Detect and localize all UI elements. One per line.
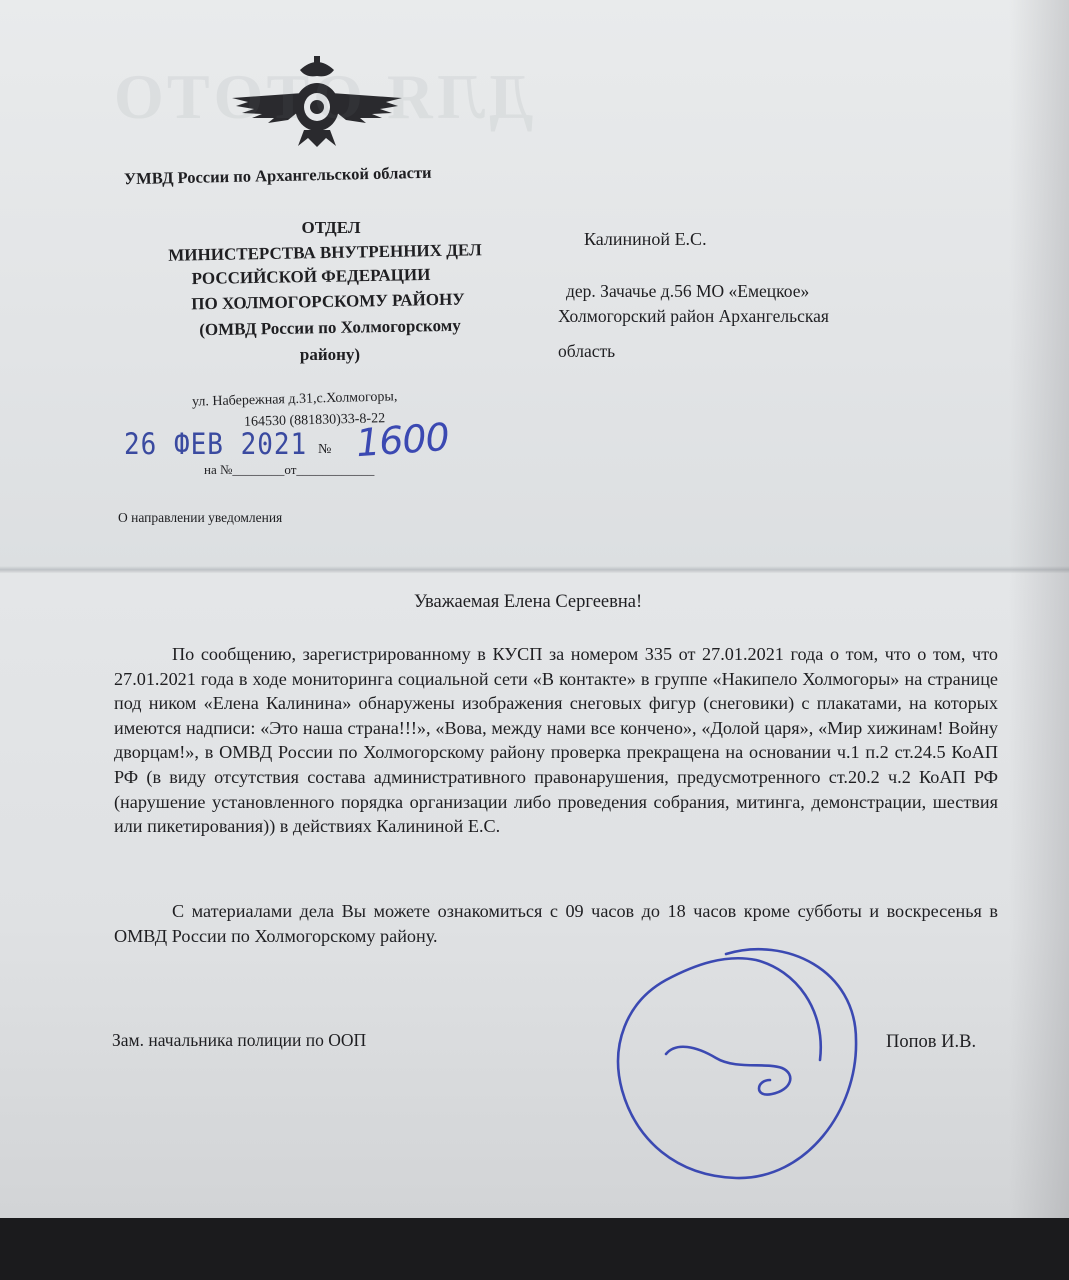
signatory-position: Зам. начальника полиции по ООП bbox=[112, 1030, 367, 1050]
recipient-address-line-3: область bbox=[558, 341, 616, 361]
registration-date-stamp: 26 ФЕВ 2021 bbox=[124, 428, 308, 462]
department-line-2: МИНИСТЕРСТВА ВНУТРЕННИХ ДЕЛ bbox=[168, 240, 482, 265]
department-line-5: (ОМВД России по Холмогорскому bbox=[199, 315, 461, 340]
recipient-address-line-2: Холмогорский район Архангельская bbox=[558, 306, 829, 326]
reply-reference-line: на №________от____________ bbox=[204, 462, 375, 477]
department-line-4: ПО ХОЛМОГОРСКОМУ РАЙОНУ bbox=[191, 289, 465, 314]
umvd-heading: УМВД России по Архангельской области bbox=[123, 162, 432, 189]
salutation: Уважаемая Елена Сергеевна! bbox=[414, 592, 643, 612]
paper-shadow-edge bbox=[1009, 0, 1069, 1218]
registration-number-label: № bbox=[318, 442, 332, 457]
department-line-3: РОССИЙСКОЙ ФЕДЕРАЦИИ bbox=[191, 264, 431, 289]
handwritten-registration-number: 1600 bbox=[354, 414, 451, 466]
department-line-6: району) bbox=[299, 345, 361, 364]
letter-subject: О направлении уведомления bbox=[118, 510, 283, 525]
body-paragraph-1: По сообщению, зарегистрированному в КУСП за номером 335 от 27.01.2021 года о том, что о том, что 27.01.2021 года в ходе мониторинга социальной сети «В контакте» в группе «Накипело Холмогоры» на странице под ником «Елена Калинина» обнаружены изображения снеговых фигур (снеговики) с плакатами, на которых имеются надписи: «Это наша страна!!!», «Вова, между нами все кончено», «Долой царя», «Мир хижинам! Войну дворцам!», в ОМВД России по Холмогорскому району проверка прекращена на основании ч.1 п.2 ст.24.5 КоАП РФ (в виду отсутствия состава административного правонарушения, предусмотренного ст.20.2 ч.2 КоАП РФ (нарушение установленного порядка организации либо проведения собрания, митинга, демонстрации, шествия или пикетирования)) в действиях Калининой Е.С. bbox=[114, 644, 998, 837]
department-line-1: ОТДЕЛ bbox=[301, 218, 361, 237]
signatory-name: Попов И.В. bbox=[886, 1032, 977, 1052]
recipient-name: Калининой Е.С. bbox=[584, 229, 707, 249]
paper-fold-line bbox=[0, 566, 1069, 574]
address-line-1: ул. Набережная д.31,с.Холмогоры, bbox=[191, 389, 398, 410]
recipient-address-line-1: дер. Зачачье д.56 МО «Емецкое» bbox=[566, 281, 810, 301]
body-paragraph-2: С материалами дела Вы можете ознакомиться с 09 часов до 18 часов кроме субботы и воскресенья в ОМВД России по Холмогорскому району. bbox=[114, 901, 998, 946]
handwritten-signature-icon bbox=[606, 930, 866, 1190]
address-line-2: 164530 (881830)33-8-22 bbox=[243, 411, 386, 430]
bleed-through-text: ДЛЯ ОТОТО bbox=[110, 61, 533, 132]
